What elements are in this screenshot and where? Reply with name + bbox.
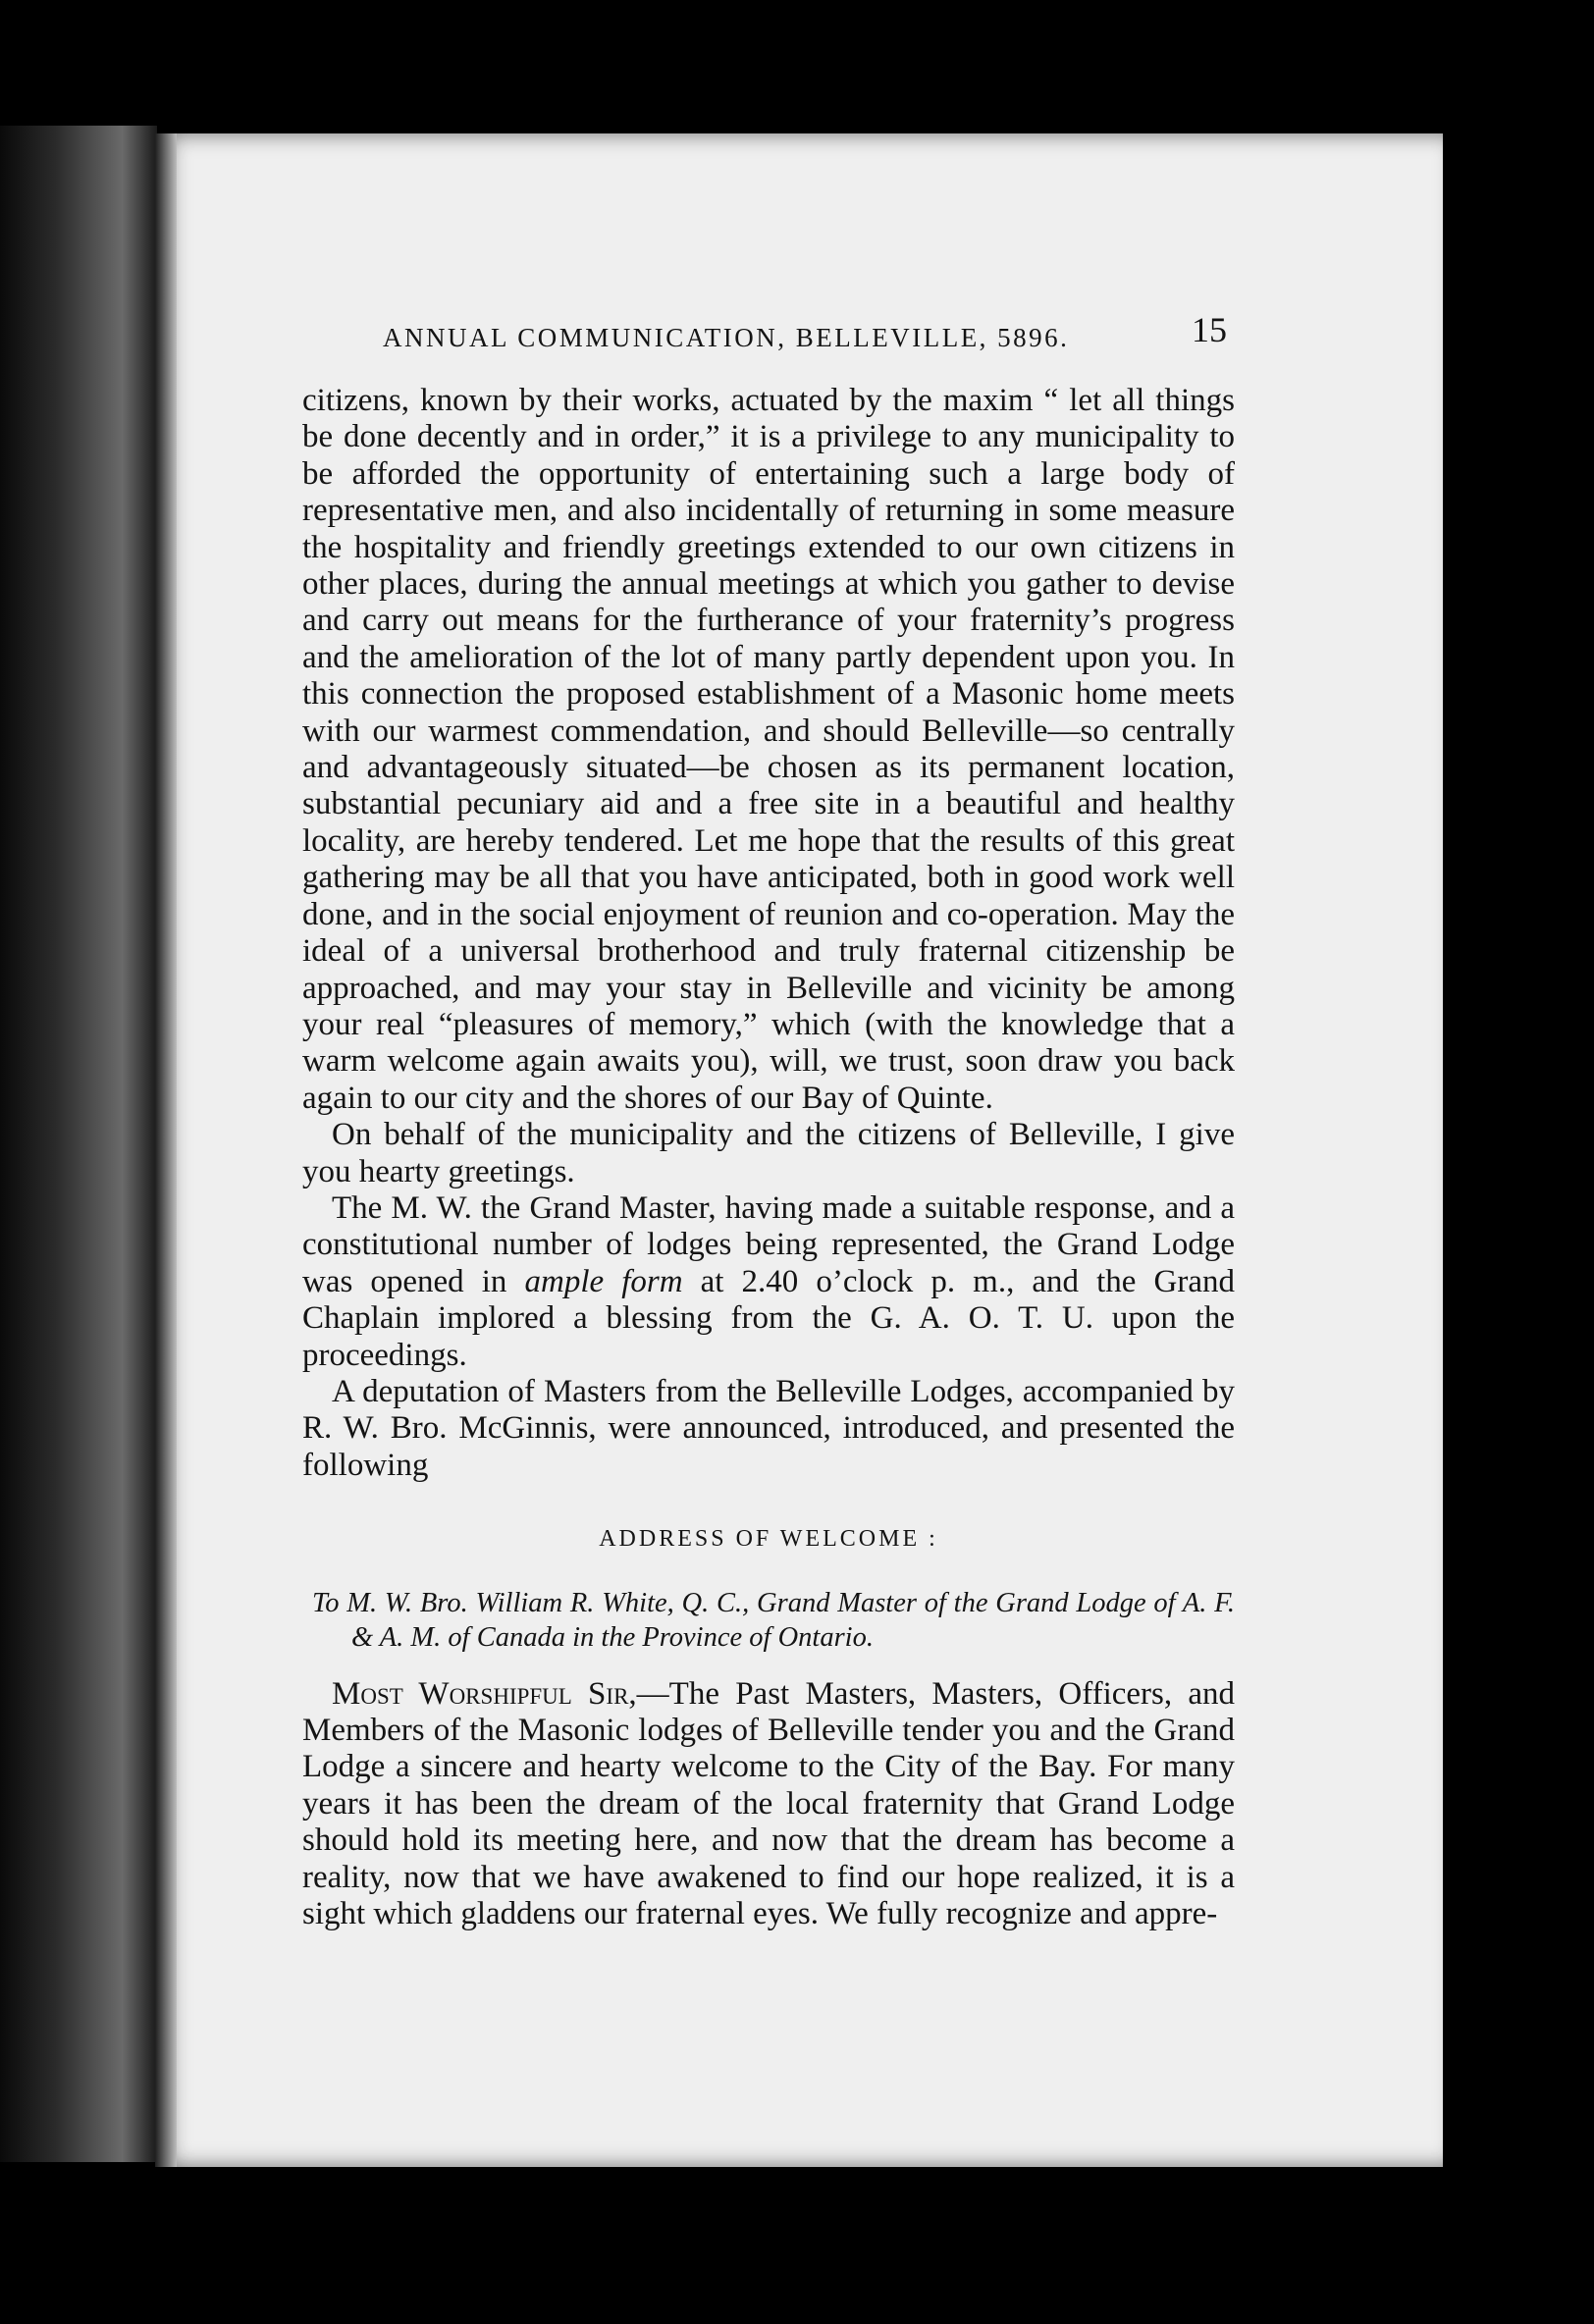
paragraph-1: citizens, known by their works, actuated by the maxim “ let all things be done decently and in order,” it is a privilege to any municipality to be afforded the opportunity of entertaining such a large body of representative men, and also incidentally of returning in some measure the hospitality and friendly greetings extended to our own citizens in other places, during the annual meetings at which you gather to devise and carry out means for the furtherance of your fraternity’s progress and the amelioration of the lot of many partly dependent upon you. In this connection the proposed establishment of a Masonic home meets with our warmest commendation, and should Belleville—so centrally and advantageously situated—be chosen as its permanent location, substantial pecuniary aid and a free site in a beautiful and healthy locality, are hereby tendered. Let me hope that the results of this great gathering may be all that you have anticipated, both in good work well done, and in the social enjoyment of reunion and co-operation. May the ideal of a universal brotherhood and truly fraternal citizenship be approached, and may your stay in Belleville and vicinity be among your real “pleasures of memory,” which (with the knowledge that a warm welcome again awaits you), will, we trust, soon draw you back again to our city and the shores of our Bay of Quinte. bbox=[302, 383, 1235, 1116]
paragraph-3-text-a: The M. W. the Grand Master, having made a suitable response, and a constitutional number of lodges being represented, the Grand Lodge was opened in bbox=[302, 1189, 1235, 1299]
page-gutter-shadow bbox=[155, 133, 177, 2167]
paragraph-5-text: —The Past Masters, Masters, Officers, and Members of the Masonic lodges of Belleville tender you and the Grand Lodge a sincere and hearty welcome to the City of the Bay. For many years it has been the dream of the local fraternity that Grand Lodge should hold its meeting here, and now that the dream has become a reality, now that we have awakened to find our hope realized, it is a sight which gladdens our fraternal eyes. We fully recognize and appre- bbox=[302, 1675, 1235, 1932]
addressee: To M. W. Bro. William R. White, Q. C., Grand Master of the Grand Lodge of A. F. & A. M. of Canada in the Province of Ontario. bbox=[312, 1587, 1235, 1653]
paragraph-2: On behalf of the municipality and the citizens of Belleville, I give you hearty greetings. bbox=[302, 1117, 1235, 1189]
address-heading: ADDRESS OF WELCOME : bbox=[599, 1526, 938, 1553]
paragraph-3 bbox=[302, 1190, 1235, 1374]
running-head bbox=[302, 312, 1235, 361]
salutation: Most Worshipful Sir, bbox=[332, 1675, 637, 1712]
paragraph-3-italic: ample form bbox=[524, 1263, 683, 1299]
paragraph-3-text-b: at 2.40 o’clock p. m., and the Grand Chaplain implored a blessing from the G. A. O. T. U. upon the proceedings. bbox=[302, 1263, 1235, 1373]
paragraph-5 bbox=[302, 1676, 1235, 1933]
page-text bbox=[302, 312, 1235, 1932]
running-head-title: ANNUAL COMMUNICATION, BELLEVILLE, 5896. bbox=[383, 323, 1070, 352]
facing-page-edge bbox=[0, 126, 157, 2162]
paragraph-4: A deputation of Masters from the Belleville Lodges, accompanied by R. W. Bro. McGinnis, were announced, introduced, and presented the following bbox=[302, 1373, 1235, 1483]
page-number: 15 bbox=[1192, 310, 1227, 349]
